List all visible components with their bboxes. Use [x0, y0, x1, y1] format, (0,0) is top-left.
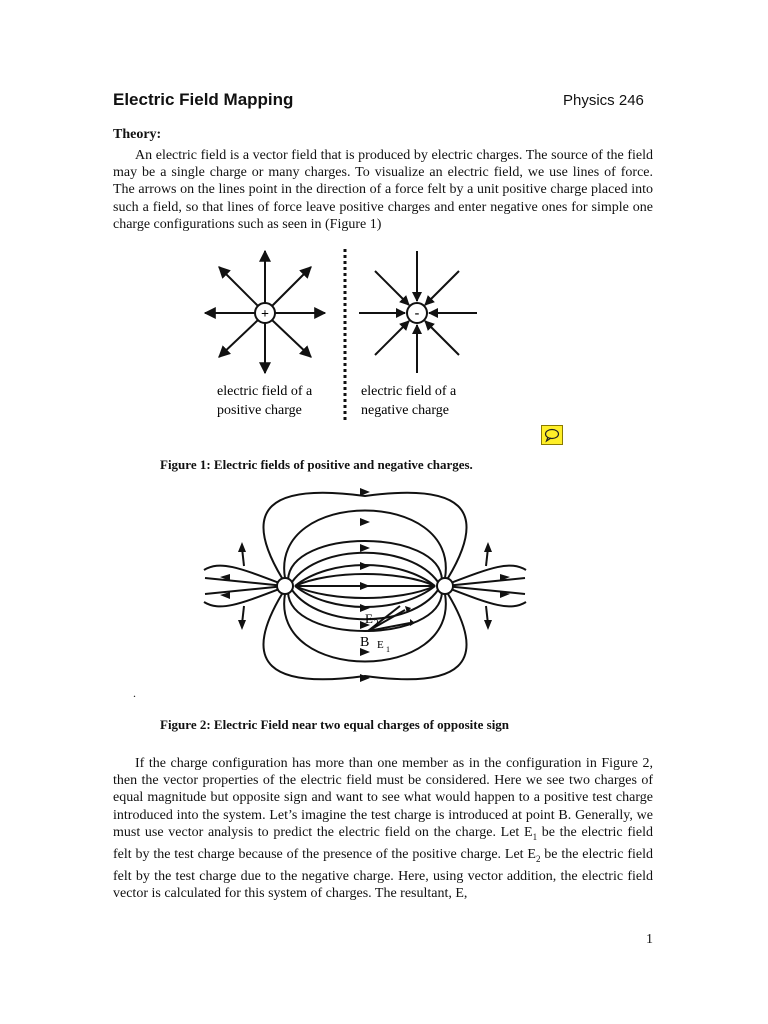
paragraph2-part1: If the charge configuration has more than one member as in the configuration in Figure 2, then the vector properties of the electric field must be considered. Here we see two charges of equal magnitude but opposite sign and want to see what would happen to a positive test charge introduced into the system. Let’s imagine the test charge is introduced at point B. Generally, we must use vector analysis to predict the electric field on the charge. Let E: [113, 756, 653, 840]
figure2-diagram: [200, 488, 530, 688]
paragraph2-part3: be the electric field felt by the test charge due to the negative charge. Here, using vector addition, the electric field vector is calculated for this system of charges. The resultant, E,: [113, 846, 653, 902]
e1-arrowhead: [410, 619, 415, 626]
negative-label-line1: electric field of a: [361, 384, 457, 399]
paragraph-vector-analysis: [113, 755, 653, 902]
negative-symbol: -: [414, 306, 420, 321]
positive-label-line2: positive charge: [217, 403, 302, 418]
speech-bubble-icon: [542, 426, 562, 444]
course-label: Physics 246: [563, 92, 644, 109]
paragraph2-sub1: 1: [532, 831, 538, 842]
figure2-caption: Figure 2: Electric Field near two equal charges of opposite sign: [160, 717, 510, 732]
negative-label-line2: negative charge: [361, 403, 449, 418]
label-e1-subscript: 1: [386, 645, 390, 654]
figure1-diagram: [195, 245, 485, 425]
label-e2: E: [365, 611, 373, 626]
label-point-b: B: [360, 635, 370, 650]
figure1-caption: Figure 1: Electric fields of positive and negative charges.: [160, 457, 473, 472]
stray-mark: .: [133, 686, 136, 700]
page-number: 1: [646, 932, 653, 947]
label-e1: E: [377, 639, 384, 651]
positive-symbol: +: [261, 307, 269, 322]
document-title: Electric Field Mapping: [113, 90, 294, 109]
positive-label-line1: electric field of a: [217, 384, 313, 399]
section-heading-theory: Theory:: [113, 127, 162, 142]
paragraph-theory-intro: [113, 147, 653, 233]
paragraph2-part2: be the electric field felt by the test charge because of the presence of the positive charge. Let E: [113, 824, 653, 862]
comment-note-icon[interactable]: [541, 425, 563, 445]
paragraph-theory-intro-text: An electric field is a vector field that is produced by electric charges. The source of the field may be a single charge or many charges. To visualize an electric field, we use lines of force. The arrows on the lines point in the direction of a force felt by a unit positive charge placed into such a field, so that lines of force leave positive charges and enter negative ones for simple one charge configurations such as seen in (Figure 1): [113, 148, 653, 232]
negative-charge-2: [437, 578, 453, 594]
paragraph2-sub2: 2: [535, 853, 541, 864]
label-e2-subscript: 2: [374, 618, 379, 628]
positive-charge-2: [277, 578, 293, 594]
